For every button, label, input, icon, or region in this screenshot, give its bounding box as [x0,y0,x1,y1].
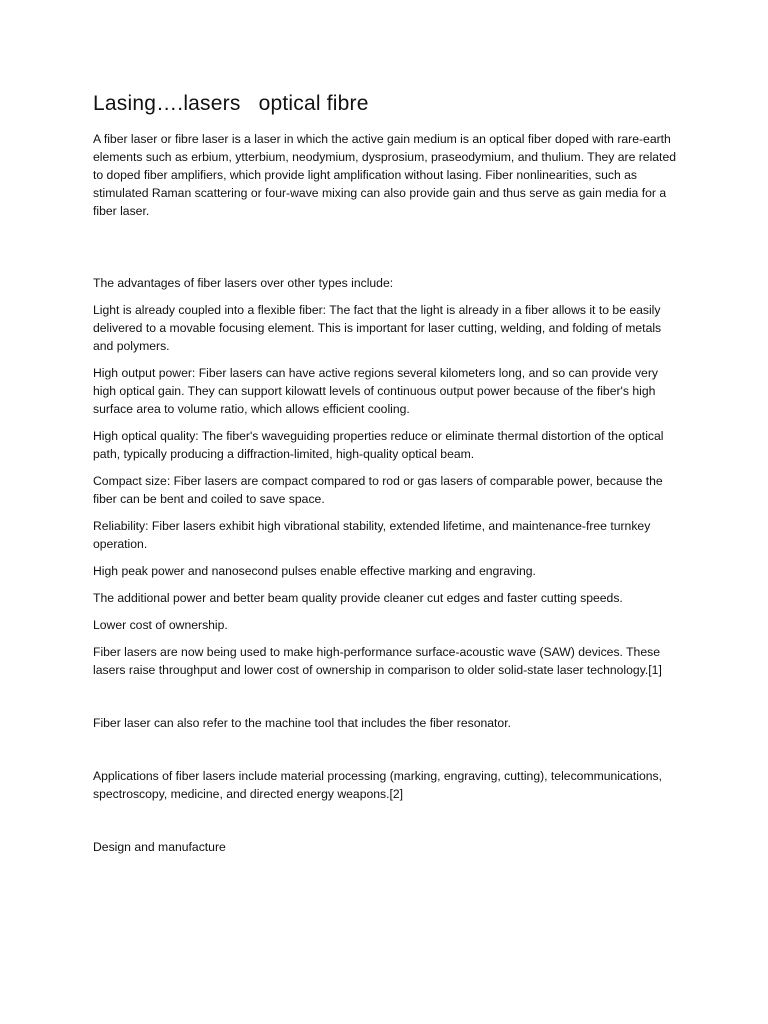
advantage-item: The additional power and better beam quality provide cleaner cut edges and faster cutting speeds. [93,591,623,605]
document-title: Lasing….lasers optical fibre [93,92,369,115]
intro-paragraph: A fiber laser or fibre laser is a laser in which the active gain medium is an optical fiber doped with rare-earth elements such as erbium, ytterbium, neodymium, dysprosium, praseodymium, and thulium. They are related to doped fiber amplifiers, which provide light amplification without lasing. Fiber nonlinearities, such as stimulated Raman scattering or four-wave mixing can also provide gain and thus serve as gain media for a fiber laser. [93,132,677,218]
design-heading: Design and manufacture [93,840,226,854]
advantage-item: Lower cost of ownership. [93,618,228,632]
spacer [93,220,683,274]
advantage-item: High output power: Fiber lasers can have active regions several kilometers long, and so can provide very high optical gain. They can support kilowatt levels of continuous output power because of the fiber's high surface area to volume ratio, which allows efficient cooling. [93,366,658,416]
advantages-heading: The advantages of fiber lasers over other types include: [93,276,394,290]
advantage-item: High optical quality: The fiber's waveguiding properties reduce or eliminate thermal distortion of the optical path, typically producing a diffraction-limited, high-quality optical beam. [93,429,664,461]
advantage-item: Compact size: Fiber lasers are compact compared to rod or gas lasers of comparable power, because the fiber can be bent and coiled to save space. [93,474,663,506]
applications-paragraph: Applications of fiber lasers include material processing (marking, engraving, cutting), telecommunications, spectroscopy, medicine, and directed energy weapons.[2] [93,769,663,801]
advantage-item: Light is already coupled into a flexible fiber: The fact that the light is already in a fiber allows it to be easily delivered to a movable focusing element. This is important for laser cutting, welding, and folding of metals and polymers. [93,303,662,353]
advantage-item: Fiber lasers are now being used to make high-performance surface-acoustic wave (SAW) devices. These lasers raise throughput and lower cost of ownership in comparison to older solid-state laser technology.[1] [93,645,662,677]
document-page [93,90,683,856]
machine-tool-paragraph: Fiber laser can also refer to the machine tool that includes the fiber resonator. [93,716,511,730]
advantage-item: Reliability: Fiber lasers exhibit high vibrational stability, extended lifetime, and maintenance-free turnkey operation. [93,519,651,551]
advantage-item: High peak power and nanosecond pulses enable effective marking and engraving. [93,564,536,578]
